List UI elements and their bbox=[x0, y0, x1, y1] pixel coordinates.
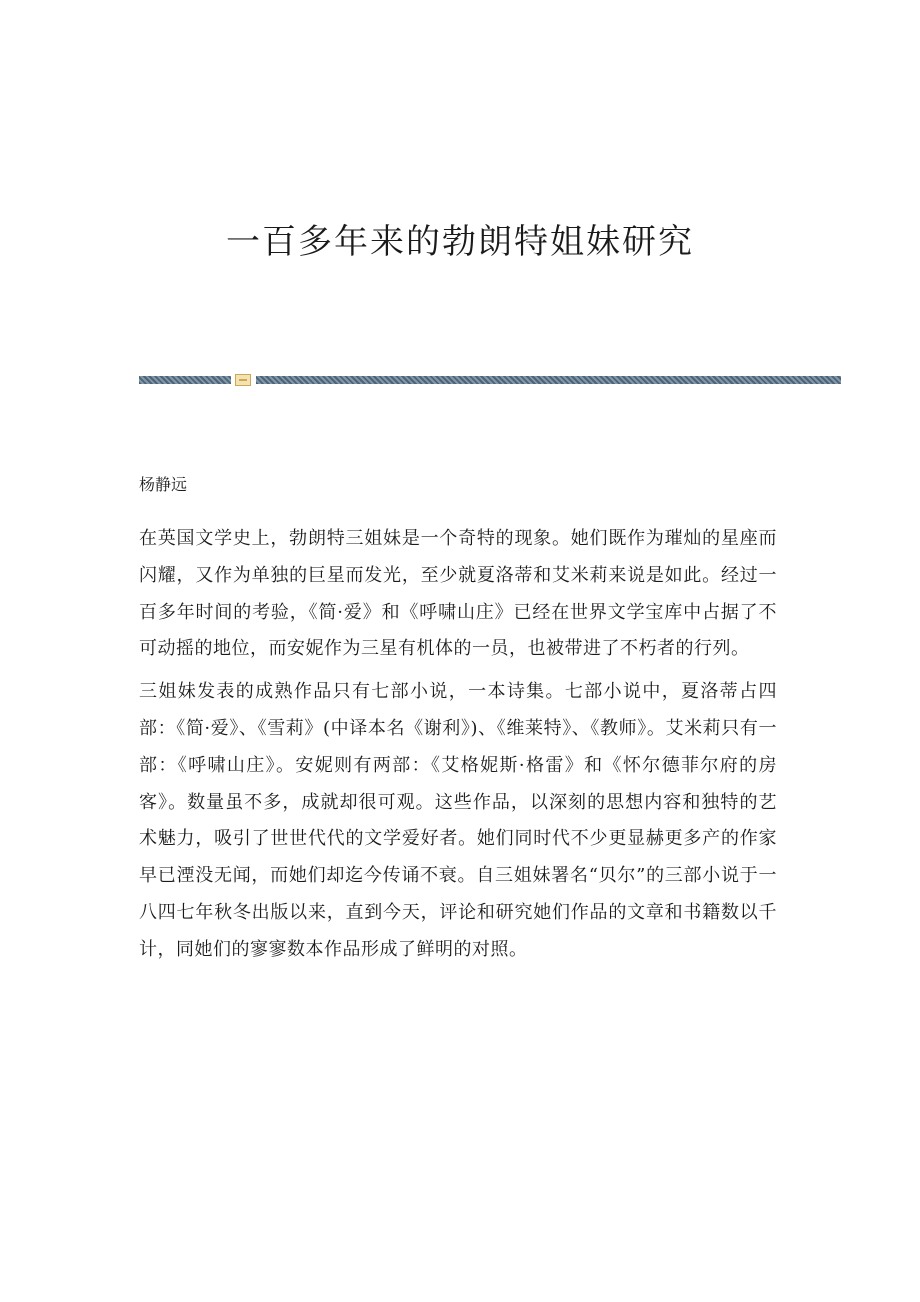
paragraph: 三姐妹发表的成熟作品只有七部小说，一本诗集。七部小说中，夏洛蒂占四部：《简·爱》、《雪莉》(中译本名《谢利》)、《维莱特》、《教师》。艾米莉只有一部：《呼啸山庄》。安妮则有两部：《艾格妮斯·格雷》和《怀尔德菲尔府的房客》。数量虽不多，成就却很可观。这些作品，以深刻的思想内容和独特的艺术魅力，吸引了世世代代的文学爱好者。她们同时代不少更显赫更多产的作家早已湮没无闻，而她们却迄今传诵不衰。自三姐妹署名“贝尔”的三部小说于一八四七年秋冬出版以来，直到今天，评论和研究她们作品的文章和书籍数以千计，同她们的寥寥数本作品形成了鲜明的对照。 bbox=[139, 681, 777, 960]
divider-bar-left bbox=[139, 376, 231, 384]
article-body bbox=[139, 521, 777, 975]
title-divider bbox=[139, 374, 841, 386]
page-title: 一百多年来的勃朗特姐妹研究 bbox=[226, 222, 694, 262]
paragraph: 在英国文学史上，勃朗特三姐妹是一个奇特的现象。她们既作为璀灿的星座而闪耀，又作为单独的巨星而发光，至少就夏洛蒂和艾米莉来说是如此。经过一百多年时间的考验，《简·爱》和《呼啸山庄》已经在世界文学宝库中占据了不可动摇的地位，而安妮作为三星有机体的一员，也被带进了不朽者的行列。 bbox=[139, 528, 777, 660]
divider-ornament-icon bbox=[235, 374, 251, 386]
author-name: 杨静远 bbox=[139, 475, 188, 494]
divider-bar-right bbox=[256, 376, 841, 384]
